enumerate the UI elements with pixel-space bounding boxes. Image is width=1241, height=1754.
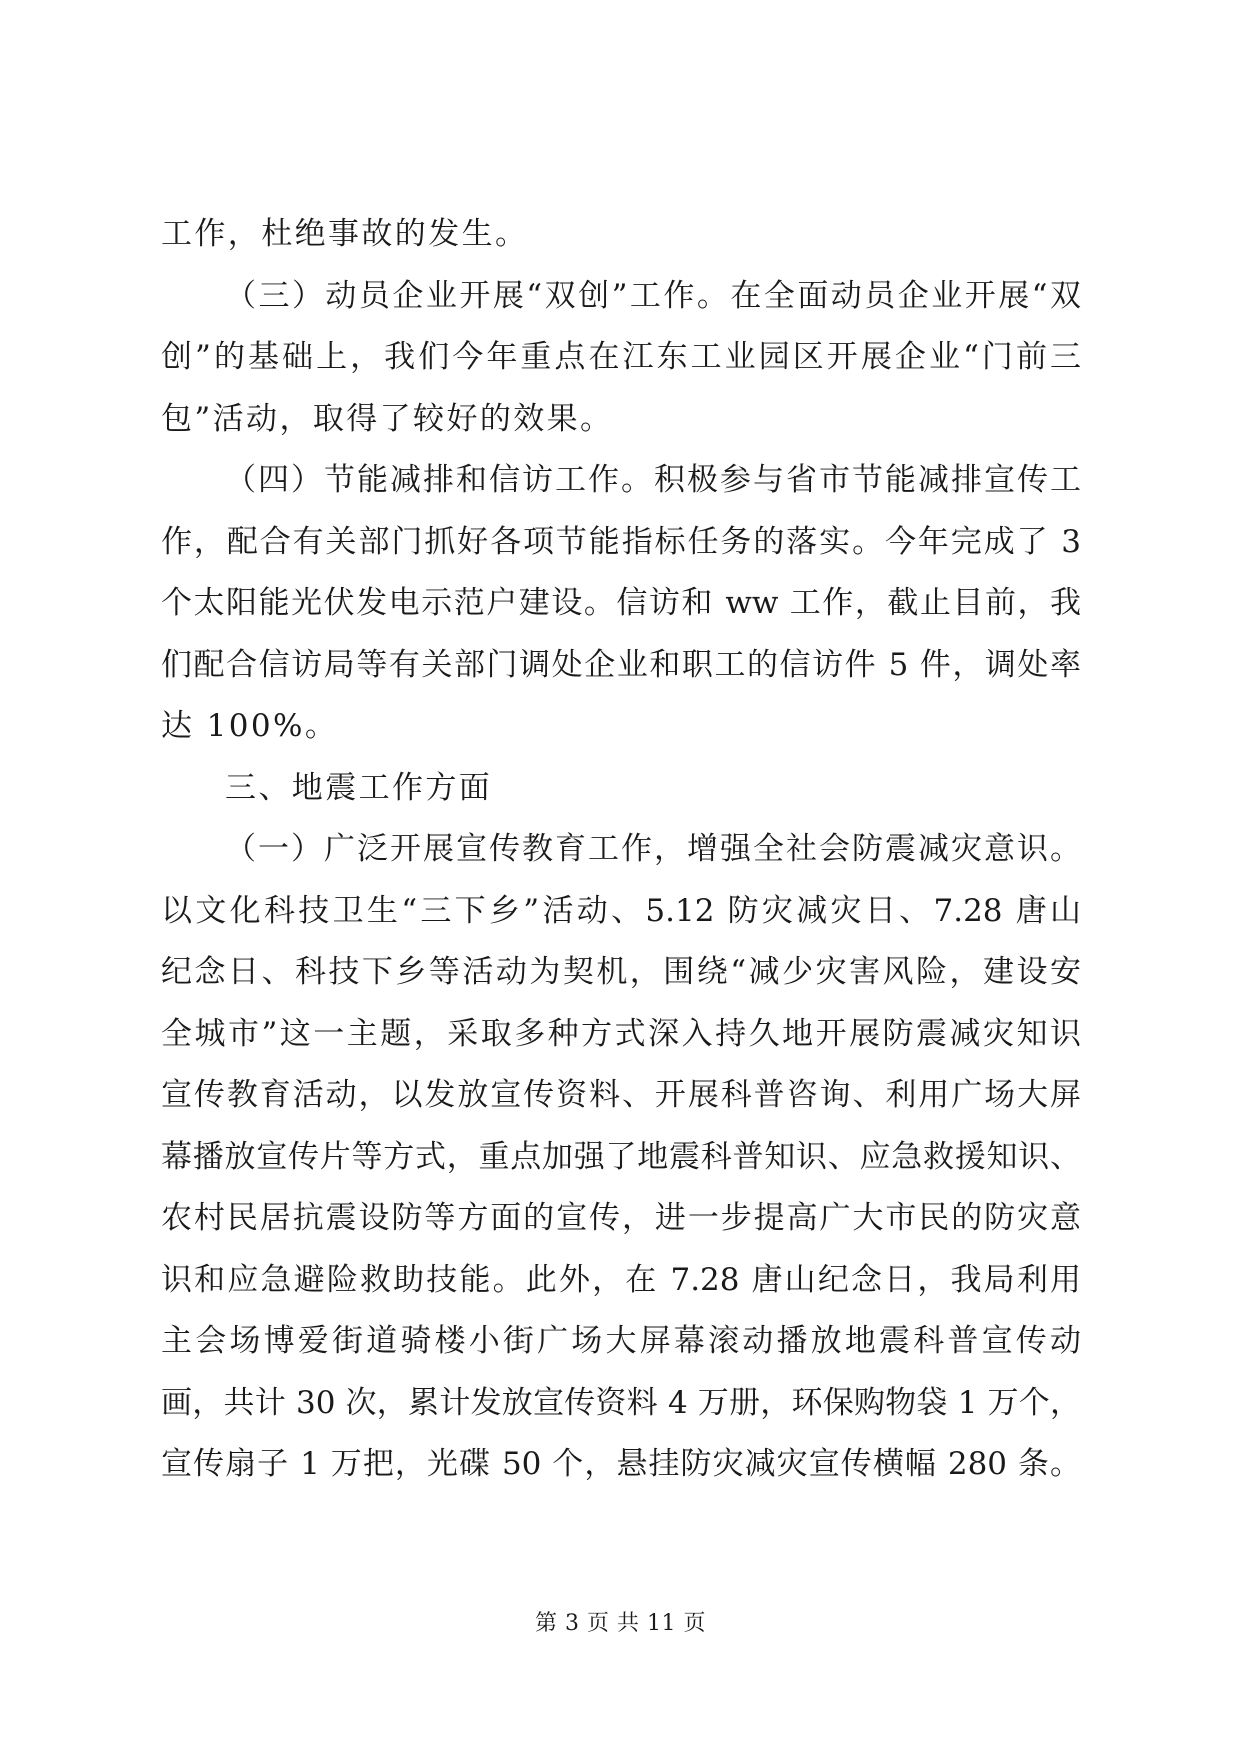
text-line: 三、地震工作方面 — [225, 769, 493, 806]
text-line: 包”活动，取得了较好的效果。 — [161, 400, 614, 437]
text-line: 作，配合有关部门抓好各项节能指标任务的落实。今年完成了 3 — [161, 523, 1081, 560]
text-line: 宣传教育活动，以发放宣传资料、开展科普咨询、利用广场大屏 — [161, 1077, 1081, 1113]
text-line: 个太阳能光伏发电示范户建设。信访和 ww 工作，截止目前，我 — [161, 585, 1081, 621]
text-line: 工作，杜绝事故的发生。 — [161, 216, 529, 252]
text-line: 们配合信访局等有关部门调处企业和职工的信访件 5 件，调处率 — [161, 646, 1081, 683]
text-line: 纪念日、科技下乡等活动为契机，围绕“减少灾害风险，建设安 — [161, 954, 1081, 990]
text-line: 以文化科技卫生“三下乡”活动、5.12 防灾减灾日、7.28 唐山 — [161, 892, 1081, 929]
document-body — [161, 204, 1081, 1496]
text-line: 全城市”这一主题，采取多种方式深入持久地开展防震减灾知识 — [161, 1015, 1081, 1052]
text-line: 识和应急避险救助技能。此外，在 7.28 唐山纪念日，我局利用 — [161, 1261, 1081, 1298]
text-line: （四）节能减排和信访工作。积极参与省市节能减排宣传工 — [225, 462, 1081, 498]
text-line: 农村民居抗震设防等方面的宣传，进一步提高广大市民的防灾意 — [161, 1200, 1081, 1236]
text-line: 达 100%。 — [161, 708, 339, 744]
text-line: 主会场博爱街道骑楼小街广场大屏幕滚动播放地震科普宣传动 — [161, 1323, 1081, 1359]
text-line: （一）广泛开展宣传教育工作，增强全社会防震减灾意识。 — [225, 831, 1081, 867]
page-footer: 第 3 页 共 11 页 — [535, 1611, 706, 1636]
text-line: 宣传扇子 1 万把，光碟 50 个，悬挂防灾减灾宣传横幅 280 条。 — [161, 1446, 1081, 1482]
text-line: （三）动员企业开展“双创”工作。在全面动员企业开展“双 — [225, 277, 1081, 314]
text-line: 画，共计 30 次，累计发放宣传资料 4 万册，环保购物袋 1 万个， — [161, 1384, 1081, 1421]
text-line: 幕播放宣传片等方式，重点加强了地震科普知识、应急救援知识、 — [161, 1138, 1081, 1175]
text-line: 创”的基础上，我们今年重点在江东工业园区开展企业“门前三 — [161, 339, 1081, 375]
